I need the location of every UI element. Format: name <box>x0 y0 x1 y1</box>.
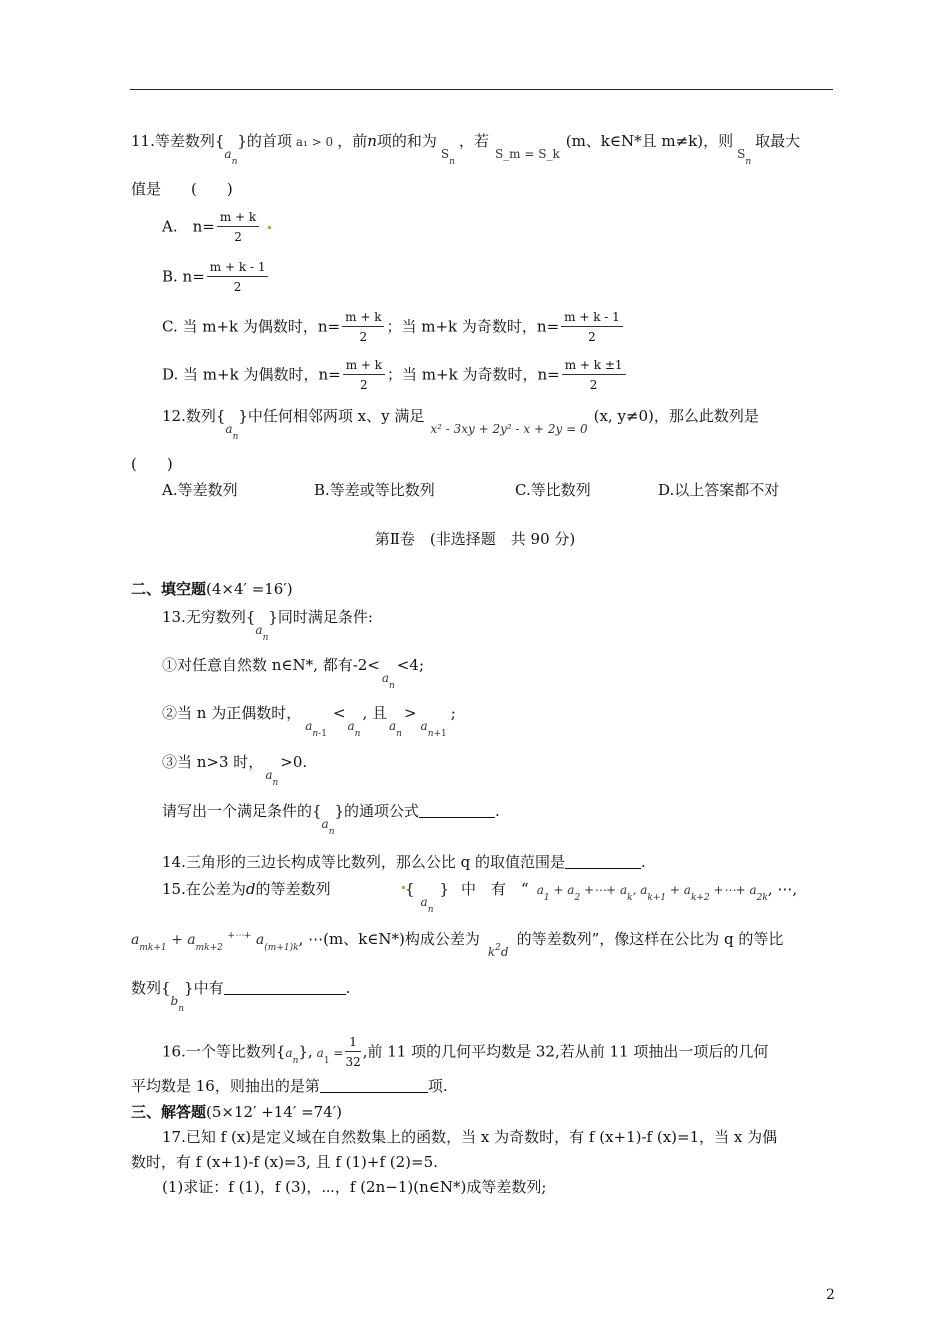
q16-line2: 平均数是 16，则抽出的是第 项. <box>131 1077 448 1095</box>
q11-option-a: A. n= $\frac{m + k}{2}$ <box>162 210 865 245</box>
q14-line: 14.三角形的三边长构成等比数列，那么公比 q 的取值范围是 . <box>162 853 646 871</box>
q12-option-b: B.等差或等比数列 <box>314 481 435 499</box>
section2-heading: 二、填空题(4×4′ =16′) <box>131 580 293 598</box>
q13-condition-3: ③当 n>3 时，$a_n>0$. <box>162 753 308 788</box>
q11-option-c: C. 当 m+k 为偶数时，n= $\frac{m + k}{2}$ ；当 m+k 为奇数时，n= $\frac{m + k - 1}{2}$ <box>162 310 865 345</box>
part2-title: 第Ⅱ卷 (非选择题 共 90 分) <box>374 530 576 548</box>
q16-line1: 16.一个等比数列$\{a_n\}$, $a_1$ = $\frac{1}{32}$ ,前 11 项的几何平均数是 32,若从前 11 项抽出一项后的几何 <box>162 1035 769 1069</box>
q13-condition-2: ②当 n 为正偶数时，$a_{n-1}<a_n$, 且$a_n>a_{n+1}$; <box>162 704 456 739</box>
stray-mark <box>268 226 271 229</box>
q17-line3: (1)求证：f (1)，f (3)，⋯，f (2n−1)(n∈N*)成等差数列; <box>162 1178 547 1196</box>
q15-line2: $a_{mk+1} + a_{mk+2}$ +⋯+ $a_{(m+1)k}$, ⋯(m、k∈N*)构成公差为$k^2d$的等差数列”，像这样在公比为 q 的等比 <box>131 930 784 959</box>
stray-mark <box>402 886 405 889</box>
q12-option-c: C.等比数列 <box>515 481 591 499</box>
page-number: 2 <box>826 1287 835 1303</box>
q15-line3: 数列$\{b_n\}$中有 . <box>131 979 351 1014</box>
q13-line1: 13.无穷数列$\{a_n\}$同时满足条件: <box>162 608 373 643</box>
q17-line2: 数时，有 f (x+1)-f (x)=3, 且 f (1)+f (2)=5. <box>131 1153 438 1171</box>
q11-line1: 11.等差数列$\{a_n\}$的首项 a₁ > 0 ，前n项的和为$S_n$，若S_m = S_k(m、k∈N*且 m≠k)，则$S_n$取最大 <box>131 132 801 167</box>
answer-blank[interactable] <box>224 980 346 995</box>
q17-line1: 17.已知 f (x)是定义域在自然数集上的函数，当 x 为奇数时，有 f (x+1)-f (x)=1，当 x 为偶 <box>162 1128 778 1146</box>
q11-option-b: B. n= $\frac{m + k - 1}{2}$ <box>162 260 865 295</box>
q13-question: 请写出一个满足条件的$\{a_n\}$的通项公式 . <box>162 802 500 837</box>
answer-blank[interactable] <box>320 1078 428 1093</box>
section3-heading: 三、解答题(5×12′ +14′ =74′) <box>131 1103 342 1121</box>
q11-line2: 值是 ( ) <box>131 180 233 198</box>
q12-option-d: D.以上答案都不对 <box>658 481 780 499</box>
q15-line1: 15.在公差为d的等差数列 $\{a_n\}$ 中 有 “ $a_1 + a_2$ +⋯+ $a_k$, $a_{k+1} + a_{k+2}$ +⋯+ $a_{2k}$, ⋯, <box>162 880 798 915</box>
q12-option-a: A.等差数列 <box>162 481 238 499</box>
q12-line2: ( ) <box>131 455 173 473</box>
q12-line1: 12.数列$\{a_n\}$中任何相邻两项 x、y 满足x² - 3xy + 2y² - x + 2y = 0(x, y≠0)，那么此数列是 <box>162 407 759 442</box>
header-rule <box>130 89 833 90</box>
q13-condition-1: ①对任意自然数 n∈N*, 都有$-2<a_n<4$; <box>162 656 424 691</box>
answer-blank[interactable] <box>419 803 495 818</box>
answer-blank[interactable] <box>565 854 641 869</box>
q11-option-d: D. 当 m+k 为偶数时，n= $\frac{m + k}{2}$ ；当 m+k 为奇数时，n= $\frac{m + k \pm 1}{2}$ <box>162 358 865 393</box>
